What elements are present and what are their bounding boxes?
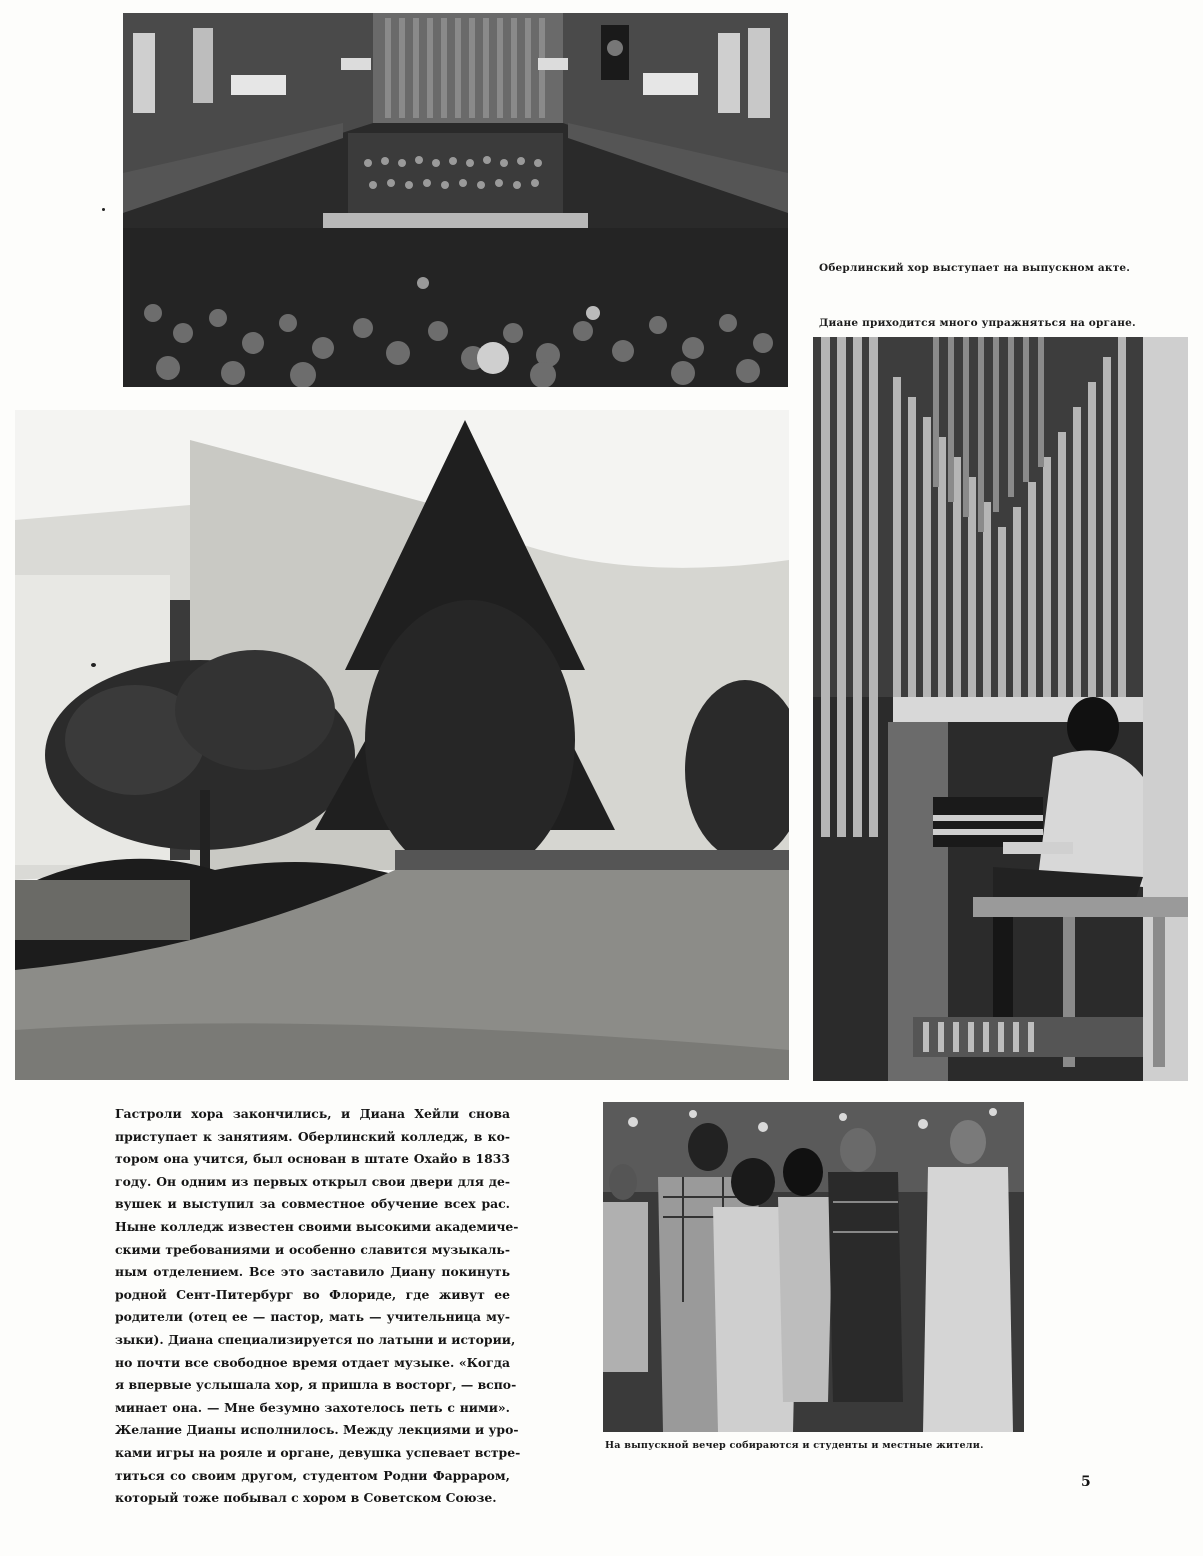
- article-line: родной Сент-Питербург во Флориде, где живут ее: [115, 1286, 510, 1302]
- article-line: минает она. — Мне безумно захотелось петь с ними».: [115, 1399, 510, 1415]
- article-line: я впервые услышала хор, я пришла в восторг, — вспо-: [115, 1377, 517, 1393]
- article-line: приступает к занятиям. Оберлинский колледж, в ко-: [115, 1128, 510, 1144]
- article-line: титься со своим другом, студентом Родни Фарраром,: [115, 1467, 510, 1483]
- article-line: Ныне колледж известен своими высокими академиче-: [115, 1218, 519, 1234]
- evening-caption: На выпускной вечер собираются и студенты и местные жители.: [605, 1440, 984, 1451]
- article-line: Желание Дианы исполнилось. Между лекциями и уро-: [115, 1422, 519, 1438]
- page-number: 5: [1081, 1474, 1091, 1490]
- article-line: но почти все свободное время отдает музыке. «Когда: [115, 1354, 510, 1370]
- article-line: который тоже побывал с хором в Советском Союзе.: [115, 1490, 497, 1506]
- print-speck: [91, 663, 96, 667]
- organ-caption: Диане приходится много упражняться на органе.: [819, 317, 1136, 329]
- article-line: скими требованиями и особенно славится музыкаль-: [115, 1241, 510, 1257]
- article-line: ками игры на рояле и органе, девушка успевает встре-: [115, 1444, 521, 1460]
- print-speck: [102, 208, 105, 211]
- choir-hall-photo: [123, 13, 788, 387]
- article-body: [115, 1103, 521, 1510]
- college-building-photo: [15, 410, 789, 1080]
- graduation-crowd-photo: [603, 1102, 1024, 1432]
- article-line: ным отделением. Все это заставило Диану покинуть: [115, 1264, 510, 1280]
- article-line: зыки). Диана специализируется по латыни и истории,: [115, 1331, 516, 1347]
- choir-caption: Оберлинский хор выступает на выпускном акте.: [819, 262, 1131, 274]
- article-line: тором она учится, был основан в штате Охайо в 1833: [115, 1151, 510, 1167]
- organ-photo: [813, 337, 1188, 1081]
- article-line: родители (отец ее — пастор, мать — учительница му-: [115, 1309, 510, 1325]
- article-line: вушек и выступил за совместное обучение всех рас.: [115, 1196, 510, 1212]
- article-line: году. Он одним из первых открыл свои двери для де-: [115, 1173, 510, 1189]
- article-line: Гастроли хора закончились, и Диана Хейли снова: [115, 1106, 510, 1121]
